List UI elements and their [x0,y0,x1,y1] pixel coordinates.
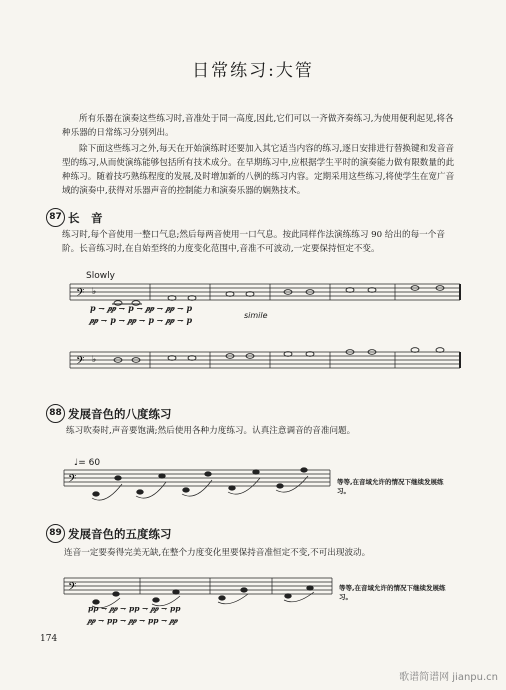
flat-icon-2: ♭ [92,355,97,365]
tempo-slowly: Slowly [86,271,115,281]
section-87-description: 练习时,每个音使用一整口气息;然后每两音使用一口气息。按此同样作法演练练习 90 给出的每一个音阶。长音练习时,在自始至终的力度变化范围中,音准不可波动,一定要保持恒定不变。 [62,230,445,254]
whole-notes-87-a [112,286,444,306]
section-number-87: 87 [46,208,65,227]
staff-87-b [70,352,460,368]
staff-87-a [70,284,460,300]
section-88-description: 练习吹奏时,声音要饱满;然后使用各种力度练习。认真注意调音的音准问题。 [66,426,356,436]
page-number: 174 [40,634,58,644]
section-89-title: 发展音色的五度练习 [68,526,172,541]
slurs-89 [92,592,314,608]
watermark: 歌谱简谱网 jianpu.cn [399,672,498,683]
flat-icon: ♭ [92,287,97,297]
section-number-89: 89 [46,524,65,543]
dynamics-line-2: 𝆏𝆏 ⇁ p ⇁ 𝆏𝆏 ⇁ p ⇁ 𝆏𝆏 ⇁ p [90,315,193,325]
staff-89 [64,578,332,594]
staff-88 [64,470,330,486]
section-89-description: 连音一定要奏得完美无缺,在整个力度变化里要保持音准恒定不变,不可出现波动。 [64,548,371,558]
section-number-88: 88 [46,404,65,423]
slurs-88 [92,476,308,500]
bass-clef-icon-4: 𝄢 [68,581,77,596]
tempo-60: ♩= 60 [74,458,101,468]
bass-clef-icon-2: 𝄢 [76,355,85,370]
dynamics-line-4: 𝆏𝆏 ⇁ pp ⇁ 𝆏𝆏 ⇁ pp ⇁ 𝆏𝆏 [88,616,178,625]
section-88-side-note: 等等,在音域允许的情况下继续发展练习。 [337,478,444,495]
intro-paragraph-1: 所有乐器在演奏这些练习时,音准处于同一高度,因此,它们可以一齐做齐奏练习,为使用便利起见,将各种乐器的日常练习分别列出。 [62,114,454,138]
bass-clef-icon: 𝄢 [76,287,85,302]
notes-89 [93,586,314,604]
dynamics-line-3: pp ⇁ 𝆏𝆏 ⇁ pp ⇁ 𝆏𝆏 ⇁ pp [88,604,181,613]
page-title: 日常练习:大管 [192,61,314,81]
simile-mark: simile [244,311,268,320]
section-87-title: 长 音 [68,210,103,225]
section-88-title: 发展音色的八度练习 [68,406,172,421]
intro-paragraph-2: 除下面这些练习之外,每天在开始演练时还要加入其它适当内容的练习,逐日安排进行替换键和发音音型的练习,从而使演练能够包括所有技术成分。在早期练习中,应根据学生平时的演奏能力做有限数量的此种练习。随着技巧熟练程度的发展,及时增加新的八例的练习内容。定期采用这些练习,将使学生在宽广音域的演奏中,获得对乐器声音的控制能力和演奏乐器的娴熟技术。 [62,144,455,196]
section-89-side-note: 等等,在音域允许的情况下继续发展练习。 [339,584,446,601]
bass-clef-icon-3: 𝄢 [68,473,77,488]
dynamics-line-1: p ⇁ 𝆏𝆏 ⇁ p ⇁ 𝆏𝆏 ⇁ 𝆏𝆏 ⇁ p [90,303,193,313]
